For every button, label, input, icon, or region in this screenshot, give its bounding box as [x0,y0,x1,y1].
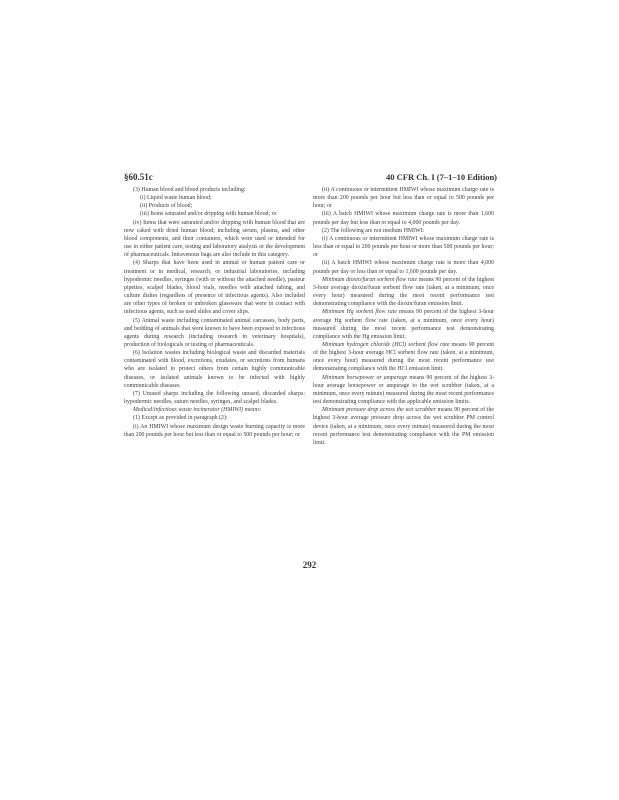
section-header: §60.51c [124,172,153,182]
page-number: 292 [302,560,317,570]
paragraph: (7) Unused sharps including the following unused, discarded sharps: hypodermic needles, suture needles, syringes, and scalpel blades. [124,390,305,406]
definition-term: Minimum hydrogen chloride (HCl) sorbent flow rate [322,341,450,348]
definition-text: means 90 percent of the highest 3-hour average Hg sorbent flow rate (taken, at a minimum, once every hour) measured during the most recent performance test demonstrating compliance with the Hg emission limit. [313,309,494,340]
paragraph: (1) Except as provided in paragraph (2): [133,415,228,422]
definition-subhead: Medical/infectious waste incinerator (HMIWI) means: [133,407,262,414]
definition-text: means 90 percent of the highest 3-hour average dioxin/furan sorbent flow rate (taken, at a minimum, once every hour) measured during the most recent performance test demonstrating compliance with the dioxin/furan emission limit. [313,276,494,308]
definition-term: Minimum dioxin/furan sorbent flow rate [322,276,418,283]
paragraph: (4) Sharps that have been used in animal or human patient care or treatment or in medical, research, or industrial laboratories, including hypodermic needles, syringes (with or without the attached needle), pasteur pipettes, scalpel blades, blood vials, needles with attached tubing, and culture dishes (regardless of presence of infectious agents). Also included are other types of broken or unbroken glassware that were in contact with infectious agents, such as used slides and cover slips. [124,260,305,316]
definition [313,276,494,309]
definition-term: Minimum Hg sorbent flow rate [322,309,397,316]
paragraph: (ii) Products of blood; [140,203,193,210]
paragraph: (i) A continuous or intermittent HMIWI whose maximum charge rate is less than or equal to 200 pounds per hour or more than 500 pounds per hour; or [313,235,494,259]
paragraph: (iv) Items that were saturated and/or dripping with human blood that are now caked with dried human blood; including serum, plasma, and other blood components, and their containers, which were used or intended for use in either patient care, testing and laboratory analysis or the development of pharmaceuticals. Intravenous bags are also include in this category. [124,219,305,259]
paragraph: (2) The following are not medium HMIWI: [322,227,425,234]
paragraph: (i) An HMIWI whose maximum design waste burning capacity is more than 200 pounds per hour but less than or equal to 500 pounds per hour; or [124,423,305,438]
left-column [124,186,305,439]
definition-text: means 90 percent of the highest 3-hour average pressure drop across the wet scrubber PM control device (taken, at a minimum, once every minute) measured during the most recent performance test demonstrating compliance with the PM emission limit. [313,407,495,446]
paragraph: (iii) Items saturated and/or dripping with human blood; or [140,211,277,218]
paragraph: (3) Human blood and blood products including: [133,187,246,193]
citation-header: 40 CFR Ch. I (7–1–10 Edition) [386,172,497,182]
definition [313,374,494,407]
definition [313,341,494,374]
paragraph: (6) Isolation wastes including biological waste and discarded materials contaminated with blood, excretions, exudates, or secretions from humans who are isolated to protect others from certain highly communicable diseases, or isolated animals known to be infected with highly communicable diseases. [124,350,305,389]
paragraph: (iii) A batch HMIWI whose maximum charge rate is more than 1,600 pounds per day but less than or equal to 4,000 pounds per day. [313,211,494,226]
definition-term: Minimum horsepower or amperage [322,374,408,381]
definition-text: means 90 percent of the highest 3-hour average horsepower or amperage to the wet scrubber (taken, at a minimum, once every minute) measured during the most recent performance test demonstrating compliance with the applicable emission limits. [313,374,494,406]
paragraph: (ii) A batch HMIWI whose maximum charge rate is more than 4,000 pounds per day or less than or equal to 1,600 pounds per day. [313,260,494,275]
definition [313,406,494,447]
definition-term: Minimum pressure drop across the wet scrubber [322,407,436,414]
paragraph: (i) Liquid waste human blood; [140,195,212,202]
paragraph: (5) Animal waste including contaminated animal carcasses, body parts, and bedding of animals that were known to have been exposed to infectious agents during research (including research in veterinary hospitals), production of biologicals or testing of pharmaceuticals. [124,317,305,348]
paragraph: (ii) A continuous or intermittent HMIWI whose maximum charge rate is more than 200 pounds per hour but less than or equal to 500 pounds per hour; or [313,187,494,210]
definition-text: means 90 percent of the highest 3-hour average HCl sorbent flow rate (taken, at a minimum, once every hour) measured during the most recent performance test demonstrating compliance with the HCl emission limit. [313,341,494,373]
definition [313,308,494,341]
right-column [313,186,494,447]
